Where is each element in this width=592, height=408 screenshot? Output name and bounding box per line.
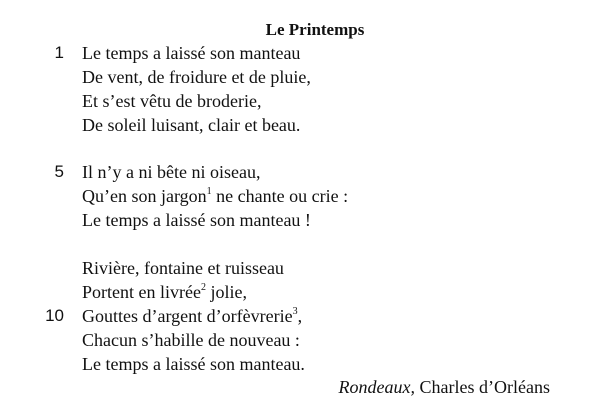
poem-line-text: Portent en livrée <box>82 282 201 302</box>
poem-line-text: , <box>297 306 303 326</box>
poem-source <box>339 375 550 399</box>
poem-line-text: jolie, <box>205 282 247 302</box>
line-number-5: 5 <box>54 162 64 181</box>
poem-line: Rivière, fontaine et ruisseau <box>82 258 284 278</box>
poem-line-text: ne chante ou crie : <box>211 186 349 206</box>
line-number-10: 10 <box>45 306 64 325</box>
poem-line: Le temps a laissé son manteau <box>82 43 301 63</box>
source-work: Rondeaux, <box>338 377 416 397</box>
poem-line: De vent, de froidure et de pluie, <box>82 67 311 87</box>
poem-line: Le temps a laissé son manteau ! <box>82 210 311 230</box>
poem-line-with-note <box>82 184 348 208</box>
footnote-marker: 2 <box>200 282 206 293</box>
poem-title: Le Printemps <box>265 20 365 39</box>
poem-line: Chacun s’habille de nouveau : <box>82 330 300 350</box>
poem-line-text: Gouttes d’argent d’orfèvrerie <box>82 306 293 326</box>
poem-line: Il n’y a ni bête ni oiseau, <box>82 162 261 182</box>
poem-line-with-note <box>82 304 302 328</box>
poem-line-with-note <box>82 280 247 304</box>
poem-line: Et s’est vêtu de broderie, <box>82 91 262 111</box>
poem-line: Le temps a laissé son manteau. <box>82 354 305 374</box>
source-author: Charles d’Orléans <box>419 377 550 397</box>
line-number-1: 1 <box>54 43 64 62</box>
poem-line-text: Qu’en son jargon <box>82 186 207 206</box>
poem-line: De soleil luisant, clair et beau. <box>82 115 301 135</box>
footnote-marker: 1 <box>206 186 212 197</box>
footnote-marker: 3 <box>292 306 298 317</box>
